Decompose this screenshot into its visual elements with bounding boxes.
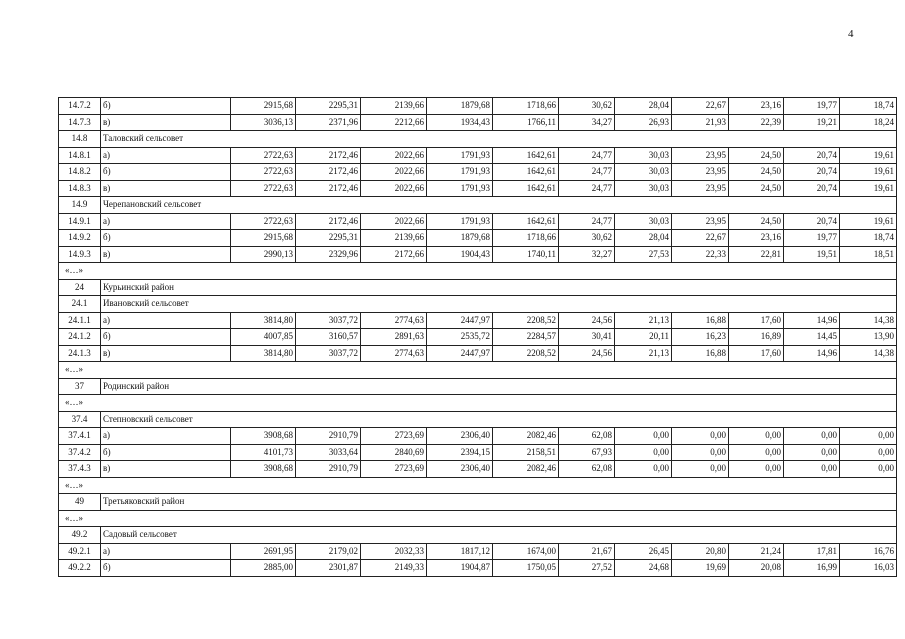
table-body	[59, 98, 897, 577]
table-row	[59, 296, 897, 313]
value-cell: 23,95	[672, 213, 729, 230]
value-cell: 0,00	[840, 428, 897, 445]
table-row	[59, 395, 897, 412]
value-cell: 4007,85	[231, 329, 296, 346]
row-code: 37.4.1	[59, 428, 101, 445]
table-row	[59, 527, 897, 544]
row-label: а)	[101, 147, 231, 164]
value-cell: 2022,66	[361, 180, 427, 197]
row-label: б)	[101, 329, 231, 346]
value-cell: 24,56	[559, 345, 615, 362]
table-row	[59, 378, 897, 395]
value-cell: 0,00	[672, 444, 729, 461]
value-cell: 14,96	[784, 345, 840, 362]
value-cell: 2082,46	[493, 461, 559, 478]
value-cell: 2774,63	[361, 345, 427, 362]
value-cell: 22,81	[729, 246, 784, 263]
row-code: 24	[59, 279, 101, 296]
value-cell: 18,74	[840, 98, 897, 115]
value-cell: 3160,57	[296, 329, 361, 346]
value-cell: 2032,33	[361, 543, 427, 560]
value-cell: 19,69	[672, 560, 729, 577]
value-cell: 23,16	[729, 230, 784, 247]
value-cell: 2022,66	[361, 147, 427, 164]
row-code: 37.4.2	[59, 444, 101, 461]
value-cell: 1642,61	[493, 180, 559, 197]
value-cell: 2915,68	[231, 98, 296, 115]
value-cell: 20,74	[784, 147, 840, 164]
row-code: 37.4	[59, 411, 101, 428]
value-cell: 23,95	[672, 180, 729, 197]
table-row	[59, 461, 897, 478]
value-cell: 0,00	[672, 428, 729, 445]
value-cell: 2172,46	[296, 180, 361, 197]
value-cell: 19,77	[784, 230, 840, 247]
value-cell: 16,03	[840, 560, 897, 577]
value-cell: 20,74	[784, 213, 840, 230]
value-cell: 2212,66	[361, 114, 427, 131]
table-row	[59, 114, 897, 131]
value-cell: 32,27	[559, 246, 615, 263]
row-code: 24.1	[59, 296, 101, 313]
value-cell: 14,38	[840, 345, 897, 362]
value-cell: 16,76	[840, 543, 897, 560]
value-cell: 24,50	[729, 147, 784, 164]
value-cell: 16,99	[784, 560, 840, 577]
value-cell: 2295,31	[296, 230, 361, 247]
row-label: в)	[101, 345, 231, 362]
value-cell: 14,45	[784, 329, 840, 346]
row-label: а)	[101, 312, 231, 329]
value-cell: 18,51	[840, 246, 897, 263]
row-code: 14.8	[59, 131, 101, 148]
value-cell: 0,00	[615, 444, 672, 461]
table-row	[59, 164, 897, 181]
section-title: Таловский сельсовет	[101, 131, 897, 148]
value-cell: 2910,79	[296, 461, 361, 478]
row-label: а)	[101, 428, 231, 445]
value-cell: 3033,64	[296, 444, 361, 461]
value-cell: 19,61	[840, 180, 897, 197]
row-code: 14.7.2	[59, 98, 101, 115]
value-cell: 0,00	[615, 428, 672, 445]
row-code: «…»	[59, 477, 897, 494]
table-row	[59, 213, 897, 230]
value-cell: 19,61	[840, 164, 897, 181]
value-cell: 16,88	[672, 345, 729, 362]
value-cell: 2723,69	[361, 461, 427, 478]
value-cell: 17,81	[784, 543, 840, 560]
value-cell: 0,00	[729, 461, 784, 478]
row-label: б)	[101, 230, 231, 247]
value-cell: 20,08	[729, 560, 784, 577]
value-cell: 2774,63	[361, 312, 427, 329]
value-cell: 2990,13	[231, 246, 296, 263]
value-cell: 20,74	[784, 164, 840, 181]
row-label: а)	[101, 213, 231, 230]
row-code: 14.7.3	[59, 114, 101, 131]
row-code: 14.8.1	[59, 147, 101, 164]
value-cell: 30,03	[615, 213, 672, 230]
value-cell: 2149,33	[361, 560, 427, 577]
value-cell: 2301,87	[296, 560, 361, 577]
value-cell: 23,95	[672, 164, 729, 181]
value-cell: 22,33	[672, 246, 729, 263]
value-cell: 1766,11	[493, 114, 559, 131]
value-cell: 1791,93	[427, 213, 493, 230]
value-cell: 1934,43	[427, 114, 493, 131]
table-row	[59, 180, 897, 197]
value-cell: 3814,80	[231, 345, 296, 362]
value-cell: 23,95	[672, 147, 729, 164]
value-cell: 2891,63	[361, 329, 427, 346]
value-cell: 62,08	[559, 461, 615, 478]
table-row	[59, 444, 897, 461]
value-cell: 1817,12	[427, 543, 493, 560]
value-cell: 2172,46	[296, 147, 361, 164]
value-cell: 2722,63	[231, 147, 296, 164]
value-cell: 30,03	[615, 164, 672, 181]
value-cell: 62,08	[559, 428, 615, 445]
value-cell: 30,62	[559, 230, 615, 247]
row-label: б)	[101, 444, 231, 461]
row-label: в)	[101, 246, 231, 263]
value-cell: 21,67	[559, 543, 615, 560]
value-cell: 2172,46	[296, 164, 361, 181]
value-cell: 3814,80	[231, 312, 296, 329]
section-title: Садовый сельсовет	[101, 527, 897, 544]
value-cell: 2306,40	[427, 461, 493, 478]
value-cell: 27,53	[615, 246, 672, 263]
tariff-table	[58, 97, 897, 577]
value-cell: 2722,63	[231, 164, 296, 181]
value-cell: 20,74	[784, 180, 840, 197]
value-cell: 30,03	[615, 147, 672, 164]
value-cell: 16,89	[729, 329, 784, 346]
value-cell: 13,90	[840, 329, 897, 346]
value-cell: 16,23	[672, 329, 729, 346]
row-code: 37.4.3	[59, 461, 101, 478]
row-code: 49.2.1	[59, 543, 101, 560]
row-code: 14.8.3	[59, 180, 101, 197]
value-cell: 2179,02	[296, 543, 361, 560]
table-row	[59, 197, 897, 214]
value-cell: 1879,68	[427, 98, 493, 115]
table-row	[59, 246, 897, 263]
value-cell: 24,77	[559, 213, 615, 230]
value-cell: 19,51	[784, 246, 840, 263]
value-cell: 1750,05	[493, 560, 559, 577]
value-cell: 2723,69	[361, 428, 427, 445]
row-code: 49.2.2	[59, 560, 101, 577]
value-cell: 19,61	[840, 213, 897, 230]
value-cell: 2208,52	[493, 345, 559, 362]
value-cell: 19,21	[784, 114, 840, 131]
value-cell: 30,62	[559, 98, 615, 115]
row-code: 14.9.2	[59, 230, 101, 247]
value-cell: 21,24	[729, 543, 784, 560]
row-code: 24.1.2	[59, 329, 101, 346]
value-cell: 17,60	[729, 312, 784, 329]
value-cell: 1791,93	[427, 164, 493, 181]
value-cell: 2139,66	[361, 230, 427, 247]
row-code: 49.2	[59, 527, 101, 544]
table-row	[59, 230, 897, 247]
value-cell: 3037,72	[296, 312, 361, 329]
value-cell: 21,13	[615, 312, 672, 329]
row-code: 14.9	[59, 197, 101, 214]
value-cell: 2447,97	[427, 312, 493, 329]
value-cell: 1904,43	[427, 246, 493, 263]
value-cell: 1674,00	[493, 543, 559, 560]
value-cell: 1791,93	[427, 180, 493, 197]
value-cell: 0,00	[729, 428, 784, 445]
value-cell: 30,41	[559, 329, 615, 346]
value-cell: 1718,66	[493, 98, 559, 115]
value-cell: 2394,15	[427, 444, 493, 461]
row-label: б)	[101, 164, 231, 181]
value-cell: 1791,93	[427, 147, 493, 164]
value-cell: 24,77	[559, 164, 615, 181]
value-cell: 24,50	[729, 213, 784, 230]
value-cell: 24,77	[559, 147, 615, 164]
value-cell: 1904,87	[427, 560, 493, 577]
value-cell: 2722,63	[231, 213, 296, 230]
value-cell: 30,03	[615, 180, 672, 197]
value-cell: 2535,72	[427, 329, 493, 346]
value-cell: 0,00	[672, 461, 729, 478]
value-cell: 2885,00	[231, 560, 296, 577]
row-code: «…»	[59, 263, 897, 280]
row-label: в)	[101, 461, 231, 478]
table-row	[59, 510, 897, 527]
value-cell: 1718,66	[493, 230, 559, 247]
value-cell: 4101,73	[231, 444, 296, 461]
value-cell: 18,74	[840, 230, 897, 247]
section-title: Третьяковский район	[101, 494, 897, 511]
value-cell: 21,13	[615, 345, 672, 362]
section-title: Курьинский район	[101, 279, 897, 296]
value-cell: 0,00	[840, 461, 897, 478]
value-cell: 24,77	[559, 180, 615, 197]
value-cell: 26,45	[615, 543, 672, 560]
value-cell: 2208,52	[493, 312, 559, 329]
section-title: Ивановский сельсовет	[101, 296, 897, 313]
row-label: а)	[101, 543, 231, 560]
value-cell: 24,50	[729, 164, 784, 181]
row-label: б)	[101, 560, 231, 577]
value-cell: 2910,79	[296, 428, 361, 445]
value-cell: 2447,97	[427, 345, 493, 362]
value-cell: 2172,46	[296, 213, 361, 230]
table-row	[59, 560, 897, 577]
table-row	[59, 477, 897, 494]
value-cell: 2082,46	[493, 428, 559, 445]
value-cell: 24,50	[729, 180, 784, 197]
value-cell: 19,61	[840, 147, 897, 164]
value-cell: 67,93	[559, 444, 615, 461]
table-row	[59, 428, 897, 445]
value-cell: 3908,68	[231, 428, 296, 445]
value-cell: 14,96	[784, 312, 840, 329]
value-cell: 20,11	[615, 329, 672, 346]
value-cell: 20,80	[672, 543, 729, 560]
value-cell: 22,39	[729, 114, 784, 131]
value-cell: 0,00	[784, 428, 840, 445]
value-cell: 17,60	[729, 345, 784, 362]
value-cell: 26,93	[615, 114, 672, 131]
value-cell: 1642,61	[493, 164, 559, 181]
table-row	[59, 147, 897, 164]
value-cell: 1879,68	[427, 230, 493, 247]
table-row	[59, 98, 897, 115]
table-row	[59, 131, 897, 148]
value-cell: 16,88	[672, 312, 729, 329]
value-cell: 3908,68	[231, 461, 296, 478]
row-code: 37	[59, 378, 101, 395]
section-title: Родинский район	[101, 378, 897, 395]
value-cell: 0,00	[615, 461, 672, 478]
value-cell: 1642,61	[493, 213, 559, 230]
value-cell: 2306,40	[427, 428, 493, 445]
value-cell: 24,56	[559, 312, 615, 329]
value-cell: 3037,72	[296, 345, 361, 362]
table-row	[59, 312, 897, 329]
table-row	[59, 345, 897, 362]
value-cell: 2691,95	[231, 543, 296, 560]
value-cell: 2371,96	[296, 114, 361, 131]
section-title: Черепановский сельсовет	[101, 197, 897, 214]
table-row	[59, 362, 897, 379]
value-cell: 22,67	[672, 230, 729, 247]
value-cell: 3036,13	[231, 114, 296, 131]
table-row	[59, 329, 897, 346]
value-cell: 19,77	[784, 98, 840, 115]
value-cell: 2722,63	[231, 180, 296, 197]
value-cell: 28,04	[615, 230, 672, 247]
value-cell: 2022,66	[361, 213, 427, 230]
value-cell: 34,27	[559, 114, 615, 131]
value-cell: 0,00	[784, 444, 840, 461]
value-cell: 28,04	[615, 98, 672, 115]
row-code: 24.1.1	[59, 312, 101, 329]
row-code: 14.8.2	[59, 164, 101, 181]
value-cell: 2284,57	[493, 329, 559, 346]
value-cell: 0,00	[784, 461, 840, 478]
value-cell: 2915,68	[231, 230, 296, 247]
value-cell: 18,24	[840, 114, 897, 131]
value-cell: 2840,69	[361, 444, 427, 461]
value-cell: 23,16	[729, 98, 784, 115]
value-cell: 1642,61	[493, 147, 559, 164]
row-code: 24.1.3	[59, 345, 101, 362]
value-cell: 1740,11	[493, 246, 559, 263]
row-code: 14.9.3	[59, 246, 101, 263]
value-cell: 14,38	[840, 312, 897, 329]
table-row	[59, 494, 897, 511]
row-code: 49	[59, 494, 101, 511]
table-row	[59, 411, 897, 428]
value-cell: 27,52	[559, 560, 615, 577]
table-row	[59, 543, 897, 560]
table-row	[59, 279, 897, 296]
row-code: «…»	[59, 362, 897, 379]
page-number: 4	[848, 28, 854, 40]
row-label: в)	[101, 180, 231, 197]
value-cell: 2158,51	[493, 444, 559, 461]
row-label: б)	[101, 98, 231, 115]
value-cell: 0,00	[840, 444, 897, 461]
row-code: «…»	[59, 395, 897, 412]
value-cell: 2022,66	[361, 164, 427, 181]
table-row	[59, 263, 897, 280]
row-code: 14.9.1	[59, 213, 101, 230]
value-cell: 2295,31	[296, 98, 361, 115]
row-label: в)	[101, 114, 231, 131]
row-code: «…»	[59, 510, 897, 527]
section-title: Степновский сельсовет	[101, 411, 897, 428]
value-cell: 0,00	[729, 444, 784, 461]
value-cell: 2139,66	[361, 98, 427, 115]
value-cell: 24,68	[615, 560, 672, 577]
value-cell: 21,93	[672, 114, 729, 131]
value-cell: 2172,66	[361, 246, 427, 263]
value-cell: 2329,96	[296, 246, 361, 263]
value-cell: 22,67	[672, 98, 729, 115]
